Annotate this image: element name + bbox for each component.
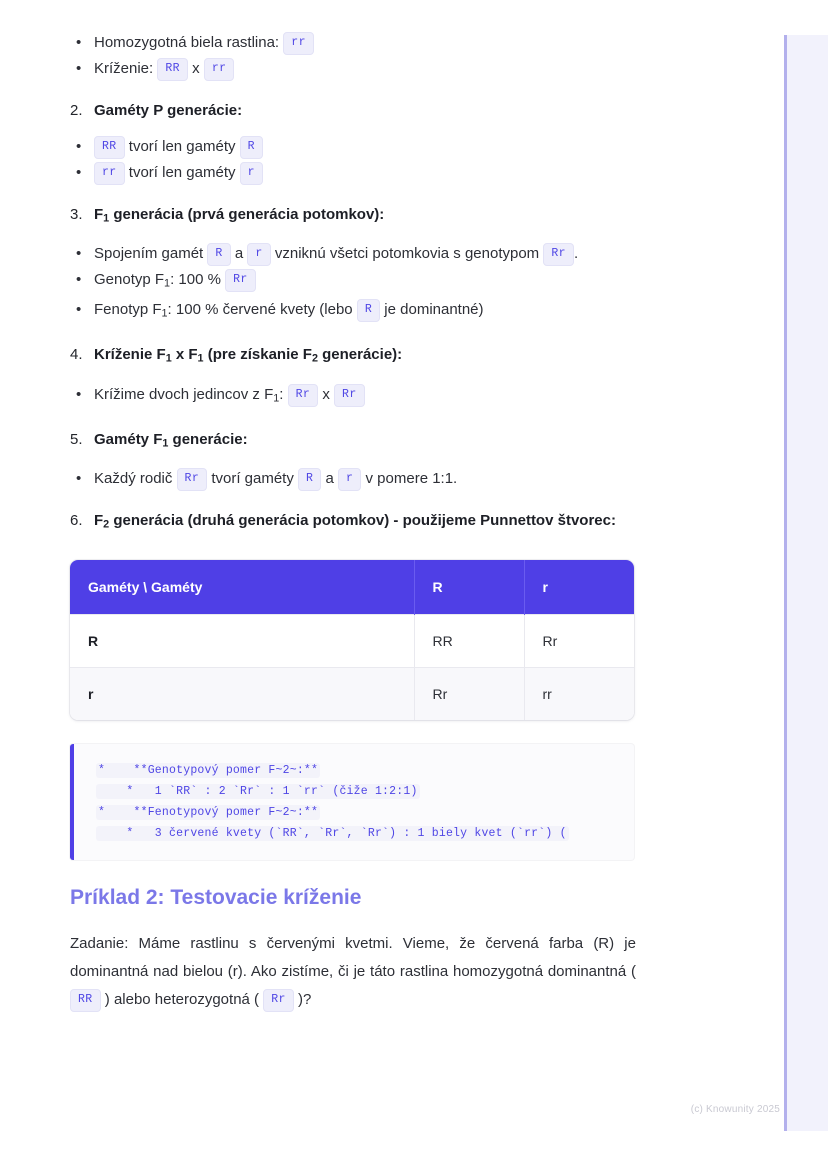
f-subscript: 1 — [197, 352, 204, 365]
bullet-text: a — [230, 245, 248, 263]
step-title-part: generácie: — [168, 430, 248, 448]
bullet-text: v pomere 1:1. — [361, 470, 458, 488]
step-title-part: Gaméty F — [94, 430, 163, 448]
step-number: 2. — [70, 102, 83, 119]
paragraph-text: ) alebo heterozygotná ( — [100, 990, 264, 1008]
raw-markdown-code-block — [70, 744, 634, 860]
cross-separator: x — [318, 385, 335, 403]
list-item — [70, 241, 636, 267]
cross-separator: x — [187, 60, 204, 77]
bullet-text: : 100 % — [170, 271, 226, 289]
allele-chip-r: r — [247, 243, 270, 266]
f-subscript: 1 — [103, 212, 110, 225]
genotype-chip-RR: RR — [70, 989, 101, 1012]
genotype-chip-Rr: Rr — [334, 384, 365, 407]
code-line — [74, 802, 634, 823]
paragraph-zadanie — [70, 930, 636, 1014]
step-number: 6. — [70, 512, 83, 530]
list-item — [70, 297, 636, 326]
f-subscript: 1 — [162, 437, 169, 450]
bullet-text: Fenotyp F — [94, 300, 162, 318]
allele-chip-R: R — [298, 468, 321, 491]
allele-chip-r: r — [240, 162, 263, 185]
steps-list — [70, 429, 636, 454]
bullet-text: Každý rodič — [94, 470, 177, 488]
allele-chip-R: R — [357, 299, 380, 322]
column-header-r: r — [524, 560, 634, 615]
f-subscript: 1 — [273, 391, 280, 404]
step-title-rest: generácia (prvá generácia potomkov): — [109, 206, 385, 223]
row-header-R: R — [70, 614, 414, 667]
document-content — [70, 30, 636, 1014]
paragraph-text: )? — [293, 990, 312, 1008]
column-header-R: R — [414, 560, 524, 615]
table-cell-Rr: Rr — [524, 614, 634, 667]
code-line — [74, 760, 634, 781]
genotype-chip-RR: RR — [157, 58, 188, 81]
code-line-text: * 1 `RR` : 2 `Rr` : 1 `rr` (čiže 1:2:1) — [98, 784, 418, 798]
table-row — [70, 667, 634, 720]
row-header-r: r — [70, 667, 414, 720]
genotype-chip-rr: rr — [283, 32, 314, 55]
table-cell-rr: rr — [524, 667, 634, 720]
genotype-chip-rr: rr — [204, 58, 235, 81]
table-header-row — [70, 560, 634, 615]
step-item-6 — [70, 510, 636, 535]
step-title: Gaméty P generácie: — [94, 102, 243, 119]
steps-list — [70, 204, 636, 229]
bullet-text: a — [321, 470, 339, 488]
code-line — [74, 823, 634, 844]
list-item — [70, 160, 636, 186]
list-item — [70, 56, 636, 82]
step-title-part: x F — [171, 346, 198, 364]
bullet-text: tvorí len gaméty — [124, 138, 240, 155]
step-number: 4. — [70, 346, 83, 364]
bullet-text: Krížime dvoch jedincov z F — [94, 385, 274, 403]
bullet-text: : 100 % červené kvety (lebo — [167, 300, 357, 318]
step-title-part: F — [94, 512, 104, 530]
vertical-scrollbar-track[interactable] — [784, 35, 828, 1131]
section-heading-priklad-2: Príklad 2: Testovacie kríženie — [70, 885, 362, 909]
genotype-chip-rr: rr — [94, 162, 125, 185]
bullet-text: tvorí len gaméty — [124, 164, 240, 181]
genotype-chip-Rr: Rr — [177, 468, 208, 491]
bullet-text: : — [279, 385, 288, 403]
step-item-4 — [70, 344, 636, 369]
code-line-text: * **Fenotypový pomer F~2~:** — [98, 805, 319, 819]
gametes-f1-bullets — [70, 466, 636, 492]
f-subscript: 1 — [164, 277, 171, 290]
allele-chip-r: r — [338, 468, 361, 491]
list-item — [70, 382, 636, 411]
genotype-chip-Rr: Rr — [543, 243, 574, 266]
vertical-scrollbar-thumb[interactable] — [784, 35, 787, 1131]
genotype-chip-RR: RR — [94, 136, 125, 159]
genotype-chip-Rr: Rr — [288, 384, 319, 407]
step-title-part: (pre získanie F — [203, 346, 312, 364]
list-item — [70, 267, 636, 296]
step-number: 5. — [70, 430, 83, 448]
bullet-text: vzniknú všetci potomkovia s genotypom — [270, 245, 544, 263]
list-item — [70, 466, 636, 492]
step-title — [94, 510, 636, 535]
gametes-p-bullets — [70, 134, 636, 186]
step-item-5 — [70, 429, 636, 454]
paragraph-text: Zadanie: Máme rastlinu s červenými kvetmi. Vieme, že červená farba (R) je dominantná nad bielou (r). Ako zistíme, či je táto rastlina homozygotná dominantná ( — [70, 934, 636, 980]
bullet-text: . — [573, 245, 579, 263]
step-item-2 — [70, 100, 636, 122]
table-cell-Rr: Rr — [414, 667, 524, 720]
bullet-text: Kríženie: — [94, 60, 158, 77]
step-title — [94, 429, 636, 454]
genotype-chip-Rr: Rr — [225, 269, 256, 292]
copyright-watermark: (c) Knowunity 2025 — [690, 1104, 780, 1115]
bullet-text: Spojením gamét — [94, 245, 208, 263]
allele-chip-R: R — [207, 243, 230, 266]
step-title — [94, 344, 636, 369]
step-number: 3. — [70, 206, 83, 223]
f-subscript: 2 — [103, 518, 110, 531]
code-line-text: * **Genotypový pomer F~2~:** — [98, 763, 319, 777]
f1-generation-bullets — [70, 241, 636, 326]
step-title-part: generácie): — [317, 346, 403, 364]
step-title-part: Kríženie F — [94, 346, 166, 364]
table-row — [70, 614, 634, 667]
f-subscript: 2 — [311, 352, 318, 365]
bullet-text: je dominantné) — [380, 300, 484, 318]
step-title — [94, 204, 636, 229]
code-line-text: * 3 červené kvety (`RR`, `Rr`, `Rr`) : 1 biely kvet (`rr`) ( — [98, 826, 567, 840]
code-line — [74, 781, 634, 802]
steps-list — [70, 100, 636, 122]
f1-cross-bullets — [70, 382, 636, 411]
table-cell-RR: RR — [414, 614, 524, 667]
list-item — [70, 134, 636, 160]
f-label: F — [94, 206, 104, 223]
f-subscript: 1 — [161, 307, 168, 320]
list-item — [70, 30, 636, 56]
bullet-text: tvorí gaméty — [207, 470, 299, 488]
p-generation-bullets — [70, 30, 636, 82]
bullet-text: Genotyp F — [94, 271, 165, 289]
step-item-3 — [70, 204, 636, 229]
steps-list — [70, 344, 636, 369]
column-header-gametes: Gaméty \ Gaméty — [70, 560, 414, 615]
bullet-text: Homozygotná biela rastlina: — [94, 34, 284, 51]
punnett-square-table — [70, 560, 634, 720]
genotype-chip-Rr: Rr — [263, 989, 294, 1012]
allele-chip-R: R — [240, 136, 263, 159]
step-title-part: generácia (druhá generácia potomkov) - použijeme Punnettov štvorec: — [109, 512, 616, 530]
steps-list — [70, 510, 636, 535]
f-subscript: 1 — [165, 352, 172, 365]
